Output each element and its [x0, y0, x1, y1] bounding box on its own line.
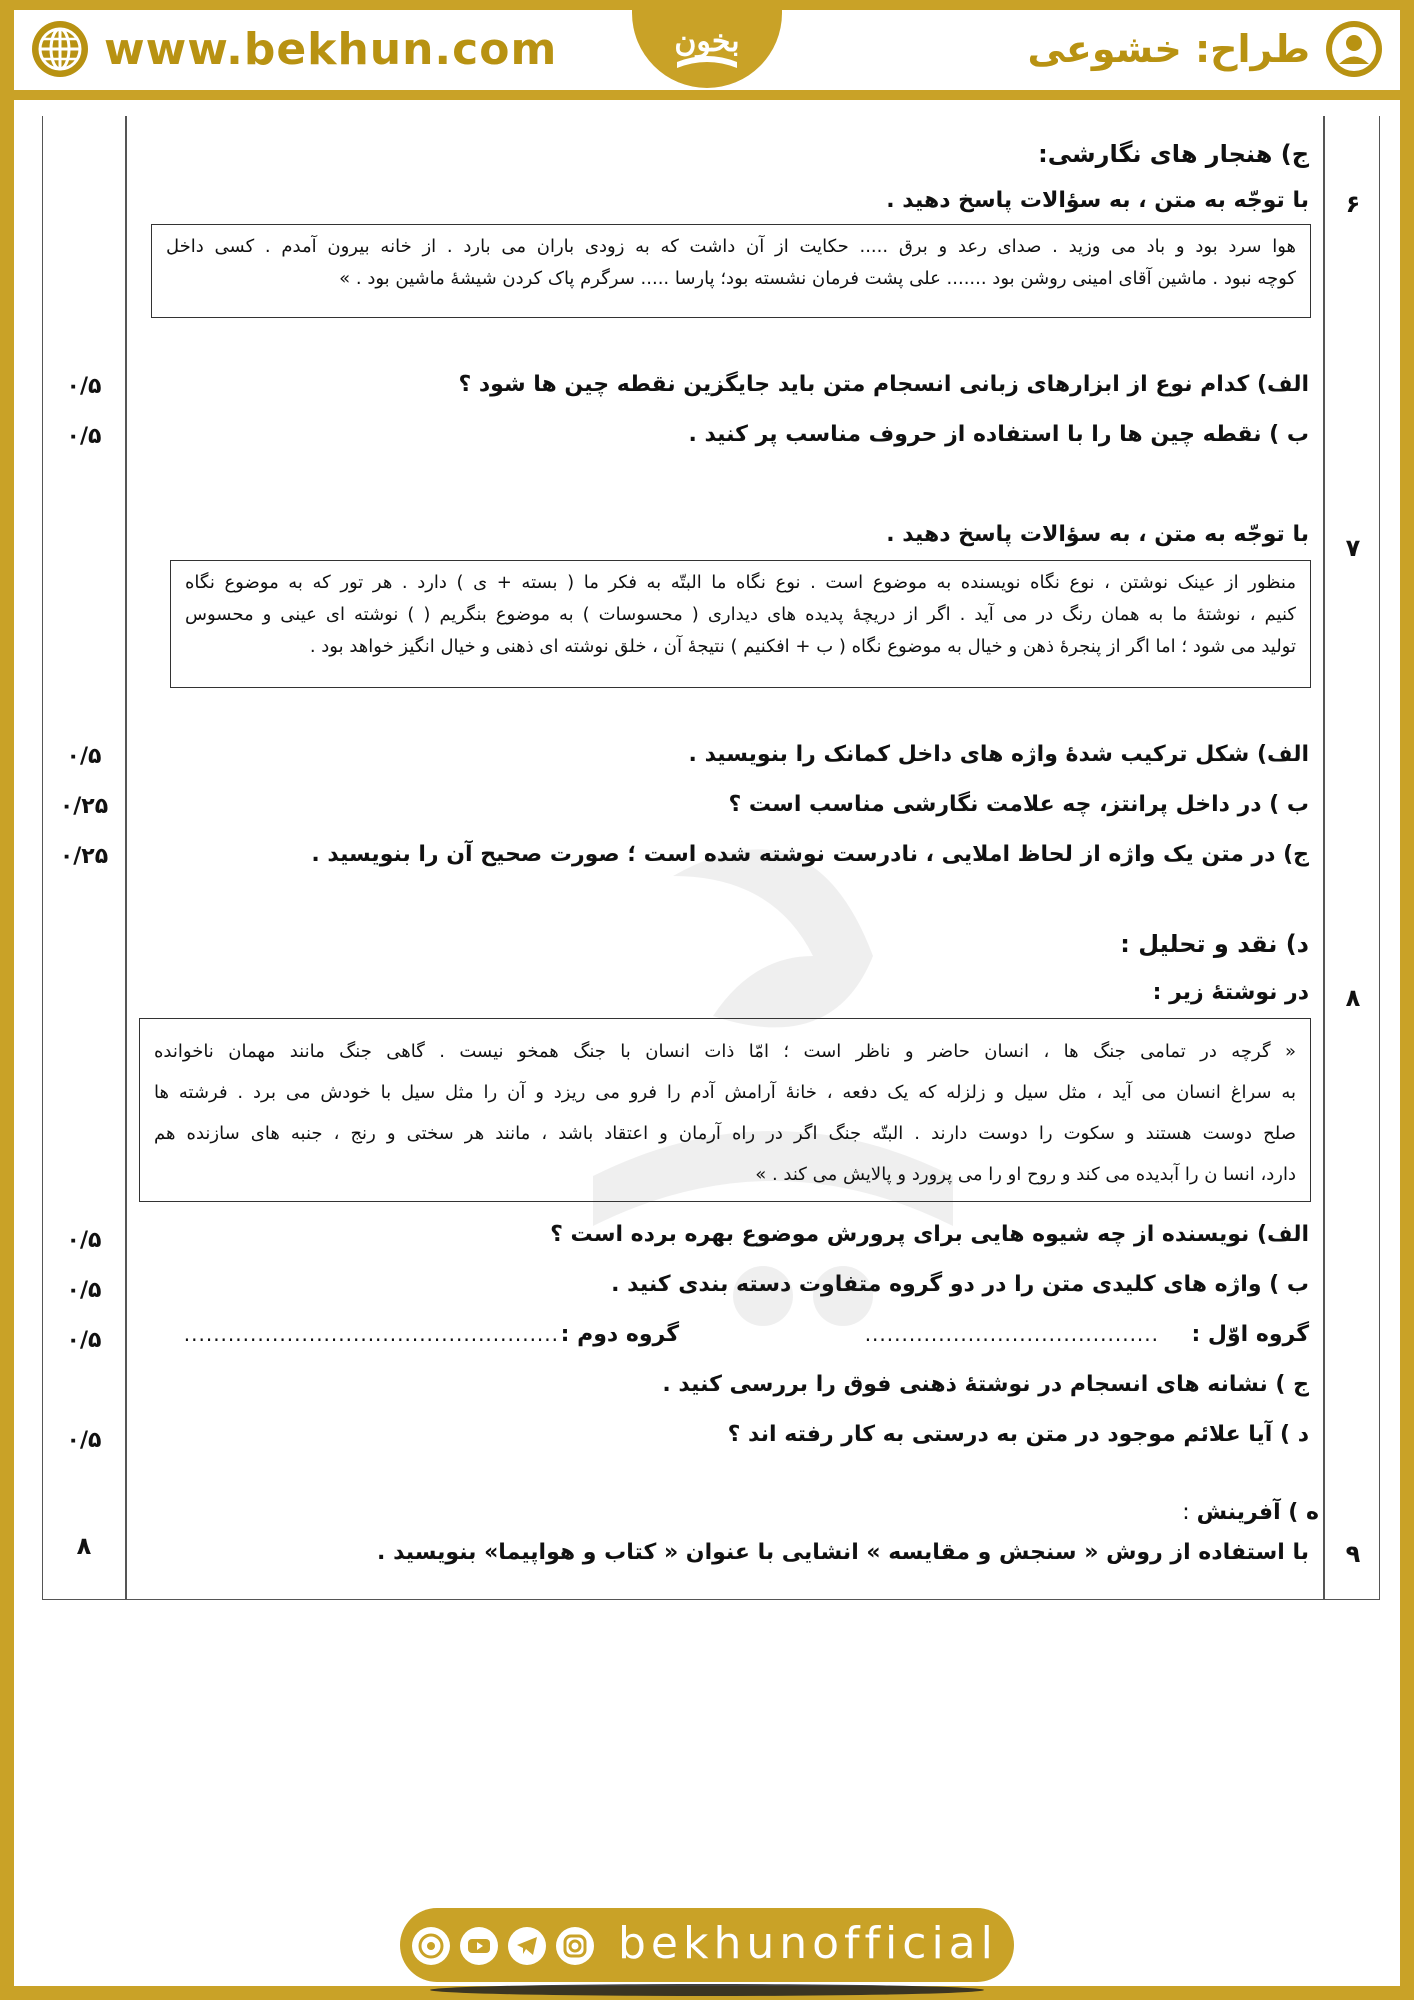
q6-passage-box — [151, 224, 1311, 318]
designer-info — [1027, 16, 1384, 82]
q7-item-c: ج) در متن یک واژه از لحاظ املایی ، نادرست نوشته شده است ؛ صورت صحیح آن را بنویسید . — [311, 842, 1309, 867]
q8-item-b: ب ) واژه های کلیدی متن را در دو گروه متفاوت دسته بندی کنید . — [611, 1272, 1309, 1297]
q6-item-b-score: ۰/۵ — [66, 424, 102, 449]
question-number-8: ۸ — [1345, 984, 1361, 1012]
site-link[interactable] — [30, 16, 557, 82]
telegram-icon[interactable] — [508, 1927, 546, 1965]
q7-item-a-score: ۰/۵ — [66, 744, 102, 769]
q7-item-b-score: ۰/۲۵ — [59, 794, 109, 819]
group1-label: گروه اوّل : — [1191, 1322, 1309, 1347]
q8-item-b-score: ۰/۵ — [66, 1278, 102, 1303]
designer-name: طراح: خشوعی — [1027, 27, 1310, 71]
globe-icon — [30, 19, 90, 79]
q8-item-a-score: ۰/۵ — [66, 1228, 102, 1253]
q6-passage-line: هوا سرد بود و باد می وزید . صدای رعد و برق ..... حکایت از آن داشت که به زودی باران می بارد . از خانه بیرون آمدم . کسی داخل — [166, 236, 1296, 257]
q8-item-d-score: ۰/۵ — [66, 1428, 102, 1453]
q6-prompt: با توجّه به متن ، به سؤالات پاسخ دهید . — [886, 188, 1309, 213]
user-icon — [1324, 19, 1384, 79]
q7-passage-line: منظور از عینک نوشتن ، نوع نگاه نویسنده به موضوع است . نوع نگاه ما البتّه به فکر ما ( بسته + ی ) دارد . هر تور که به موضوع نگاه — [185, 572, 1296, 593]
q8-prompt: در نوشتهٔ زیر : — [1152, 980, 1309, 1005]
q8-passage-line: دارد، انسا ن را آبدیده می کند و روح او را می پرورد و پالایش می کند . » — [755, 1164, 1296, 1185]
q9-text: با استفاده از روش « سنجش و مقایسه » انشایی با عنوان « کتاب و هواپیما» بنویسید . — [377, 1540, 1309, 1565]
q7-item-b: ب ) در داخل پرانتز، چه علامت نگارشی مناسب است ؟ — [728, 792, 1309, 817]
youtube-icon[interactable] — [460, 1927, 498, 1965]
q7-passage-line: کنیم ، نوشتهٔ ما به همان رنگ در می آید . اگر از دریچهٔ پدیده های دیداری ( محسوسات ) به موضوع بنگریم ( ) نوشته ای عینی و محسوس — [185, 604, 1296, 625]
q7-passage-box — [170, 560, 1311, 688]
q8-groups-score: ۰/۵ — [66, 1328, 102, 1353]
number-column-divider — [1323, 116, 1325, 1599]
question-number-6: ۶ — [1345, 190, 1361, 218]
footer-shadow — [430, 1984, 984, 1996]
q8-passage-line: صلح دوست هستند و سکوت را دوست دارند . البتّه جنگ اگر در راه آرمان و اعتقاد باشد ، مانند هر سختی و رنج ، جنبه های سازنده هم — [154, 1123, 1296, 1144]
question-number-7: ۷ — [1345, 534, 1361, 562]
podcast-icon[interactable] — [412, 1927, 450, 1965]
section-title-creation-wrap — [1182, 1500, 1319, 1525]
q6-item-a-score: ۰/۵ — [66, 374, 102, 399]
group2-answer-dots: ................................................... — [183, 1322, 559, 1346]
social-handle[interactable]: bekhunofficial — [618, 1918, 998, 1969]
section-title-creation: ه ) آفرینش — [1196, 1500, 1319, 1525]
section-title-writing-norms: ج) هنجار های نگارشی: — [1038, 140, 1309, 168]
q6-item-b: ب ) نقطه چین ها را با استفاده از حروف مناسب پر کنید . — [688, 422, 1309, 447]
social-icons — [412, 1927, 594, 1965]
q6-item-a: الف) کدام نوع از ابزارهای زبانی انسجام متن باید جایگزین نقطه چین ها شود ؟ — [458, 372, 1309, 397]
q7-prompt: با توجّه به متن ، به سؤالات پاسخ دهید . — [886, 522, 1309, 547]
q9-score: ۸ — [76, 1532, 92, 1560]
logo-text: بخون — [674, 24, 740, 59]
section-title-creation-colon: : — [1182, 1500, 1190, 1525]
q7-item-a: الف) شکل ترکیب شدهٔ واژه های داخل کمانک را بنویسید . — [688, 742, 1309, 767]
question-number-9: ۹ — [1345, 1540, 1361, 1568]
site-url[interactable]: www.bekhun.com — [104, 23, 558, 75]
section-title-critique: د) نقد و تحلیل : — [1120, 930, 1309, 958]
q8-item-d: د ) آیا علائم موجود در متن به درستی به کار رفته اند ؟ — [727, 1422, 1309, 1447]
score-column-divider — [125, 116, 127, 1599]
instagram-icon[interactable] — [556, 1927, 594, 1965]
exam-table — [42, 116, 1380, 1600]
q8-passage-line: به سراغ انسان می آید ، مثل سیل و زلزله که یک دفعه ، خانهٔ آرامش آدم را فرو می ریزد و آن را مثل سیل با خودش می برد . فرشته ها — [154, 1082, 1296, 1103]
q6-passage-line: کوچه نبود . ماشین آقای امینی روشن بود ....... علی پشت فرمان نشسته بود؛ پارسا ..... سرگرم پاک کردن شیشهٔ ماشین بود . » — [339, 268, 1296, 289]
q7-passage-line: تولید می شود ؛ اما اگر از پنجرهٔ ذهن و خیال به موضوع نگاه ( ب + افکنیم ) نتیجهٔ آن ، خلق نوشته ای ذهنی و خیال انگیز خواهد بود . — [309, 636, 1296, 657]
q8-passage-line: « گرچه در تمامی جنگ ها ، انسان حاضر و ناظر است ؛ امّا ذات انسان با جنگ همخو نیست . گاهی جنگ مانند مهمان ناخوانده — [154, 1041, 1296, 1062]
group1-answer-dots: ........................................ — [864, 1322, 1159, 1346]
q8-passage-box — [139, 1018, 1311, 1202]
q8-item-c: ج ) نشانه های انسجام در نوشتهٔ ذهنی فوق را بررسی کنید . — [662, 1372, 1309, 1397]
group2-label: گروه دوم : — [560, 1322, 679, 1347]
q7-item-c-score: ۰/۲۵ — [59, 844, 109, 869]
q8-item-a: الف) نویسنده از چه شیوه هایی برای پرورش موضوع بهره برده است ؟ — [550, 1222, 1309, 1247]
